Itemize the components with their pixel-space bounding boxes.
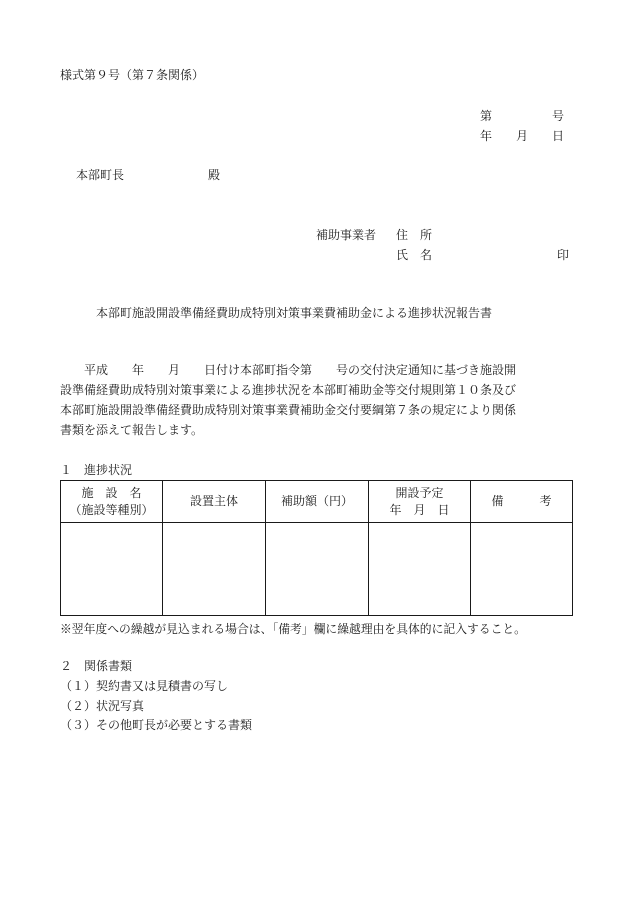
list-item: （２）状況写真 <box>60 699 145 713</box>
cell-planned-opening[interactable] <box>369 523 471 616</box>
table-header-row <box>61 481 573 523</box>
list-item: （１）契約書又は見積書の写し <box>60 679 229 693</box>
doc-number: 第 号 <box>480 109 565 123</box>
addressee: 本部町長 殿 <box>76 168 221 182</box>
applicant-address-label: 住 所 <box>396 228 433 242</box>
document-title: 本部町施設開設準備経費助成特別対策事業費補助金による進捗状況報告書 <box>96 306 493 320</box>
section1-heading: １ 進捗状況 <box>60 463 133 477</box>
cell-subsidy-amount[interactable] <box>266 523 369 616</box>
applicant-label: 補助事業者 <box>316 228 377 242</box>
form-number: 様式第９号（第７条関係） <box>60 68 205 82</box>
progress-table <box>60 480 573 616</box>
table-note: ※翌年度への繰越が見込まれる場合は、「備考」欄に繰越理由を具体的に記入すること。 <box>60 622 526 636</box>
cell-facility-name[interactable] <box>61 523 163 616</box>
applicant-name-label: 氏 名 <box>396 248 433 262</box>
header-establishing-body: 設置主体 <box>163 481 266 523</box>
body-line: 設準備経費助成特別対策事業による進捗状況を本部町補助金等交付規則第１０条及び <box>60 383 517 397</box>
table-row <box>61 523 573 616</box>
body-paragraph <box>60 360 575 440</box>
header-remarks: 備 考 <box>471 481 573 523</box>
doc-date: 年 月 日 <box>480 129 565 143</box>
body-line: 平成 年 月 日付け本部町指令第 号の交付決定通知に基づき施設開 <box>60 363 517 377</box>
section2-heading: ２ 関係書類 <box>60 659 133 673</box>
body-line: 書類を添えて報告します。 <box>60 423 204 437</box>
seal-mark: 印 <box>557 248 570 262</box>
cell-remarks[interactable] <box>471 523 573 616</box>
list-item: （３）その他町長が必要とする書類 <box>60 718 253 732</box>
header-planned-opening: 開設予定 年 月 日 <box>369 481 471 523</box>
body-line: 本部町施設開設準備経費助成特別対策事業費補助金交付要綱第７条の規定により関係 <box>60 403 517 417</box>
cell-establishing-body[interactable] <box>163 523 266 616</box>
header-subsidy-amount: 補助額（円） <box>266 481 369 523</box>
header-facility-name: 施 設 名 （施設等種別） <box>61 481 163 523</box>
